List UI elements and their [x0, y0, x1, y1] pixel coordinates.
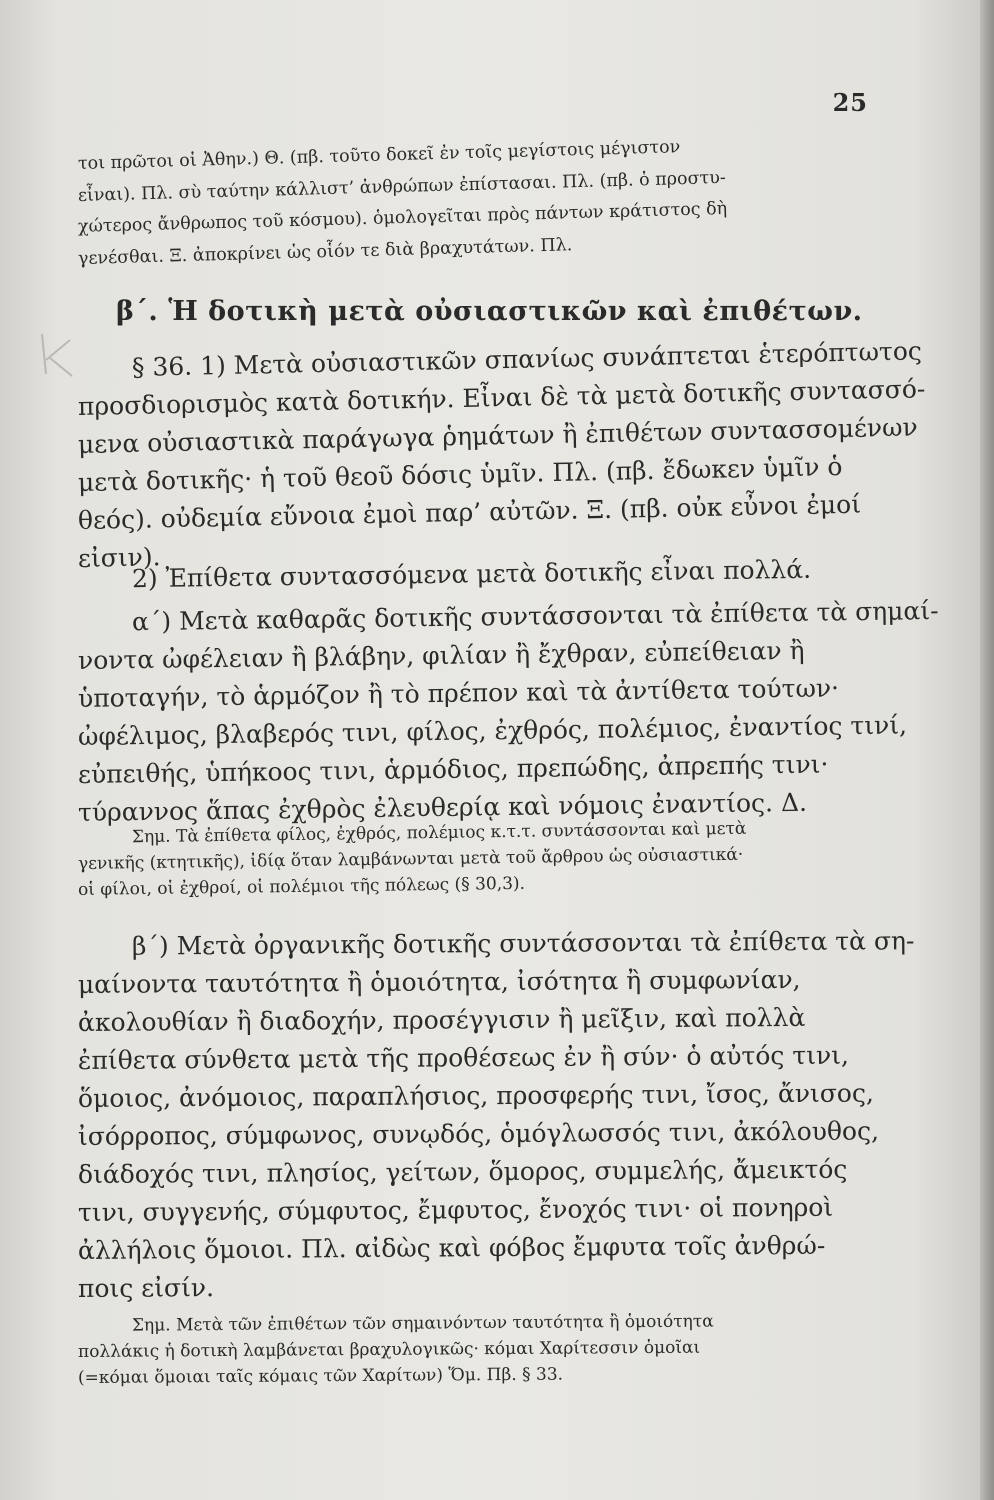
text-line: (=κόμαι ὅμοιαι ταῖς κόμαις τῶν Χαρίτων) Ὅμ. Πβ. § 33.	[77, 1364, 564, 1388]
text-line: τύραννος ἅπας ἐχθρὸς ἐλευθερίᾳ καὶ νόμοις ἐναντίος. Δ.	[77, 787, 808, 827]
text-line: ποις εἰσίν.	[77, 1273, 215, 1303]
text-line: οἱ φίλοι, οἱ ἐχθροί, οἱ πολέμιοι τῆς πόλεως (§ 30,3).	[77, 873, 526, 900]
text-line: μετὰ δοτικῆς· ἡ τοῦ θεοῦ δόσις ὑμῖν. Πλ. (πβ. ἔδωκεν ὑμῖν ὁ	[77, 451, 843, 497]
note-2	[77, 1311, 890, 1396]
pencil-mark-icon	[36, 330, 76, 380]
text-line: εἶναι). Πλ. σὺ ταύτην κάλλιστ’ ἀνθρώπων ἐπίστασαι. Πλ. (πβ. ὁ προστυ-	[77, 167, 727, 206]
text-line: ἀλλήλοις ὅμοιοι. Πλ. αἰδὼς καὶ φόβος ἔμφυτα τοῖς ἀνθρώ-	[77, 1230, 826, 1265]
note-1	[77, 818, 890, 908]
text-line: μενα οὐσιαστικὰ παράγωγα ῥημάτων ἢ ἐπιθέτων συντασσομένων	[77, 412, 918, 459]
text-line: μαίνοντα ταυτότητα ἢ ὁμοιότητα, ἰσότητα ἢ συμφωνίαν,	[77, 964, 801, 999]
text-line: τοι πρῶτοι οἱ Ἀθην.) Θ. (πβ. τοῦτο δοκεῖ ἐν τοῖς μεγίστοις μέγιστον	[77, 137, 681, 174]
text-line: πολλάκις ἡ δοτικὴ λαμβάνεται βραχυλογικῶς· κόμαι Χαρίτεσσιν ὁμοῖαι	[77, 1337, 701, 1362]
text-line: θεός). οὐδεμία εὔνοια ἐμοὶ παρ’ αὐτῶν. Ξ. (πβ. οὐκ εὖνοι ἐμοί	[77, 489, 862, 535]
page-number: 25	[832, 88, 868, 117]
paragraph-beta	[77, 926, 915, 1314]
text-line: γενικῆς (κτητικῆς), ἰδίᾳ ὅταν λαμβάνωνται μετὰ τοῦ ἄρθρου ὡς οὐσιαστικά·	[77, 844, 744, 874]
text-line: Σημ. Τὰ ἐπίθετα φίλος, ἐχθρός, πολέμιος κ.τ.τ. συντάσσονται καὶ μετὰ	[131, 818, 747, 848]
text-line: ὅμοιος, ἀνόμοιος, παραπλήσιος, προσφερής τινι, ἴσος, ἄνισος,	[77, 1078, 874, 1113]
text-line: ὑποταγήν, τὸ ἁρμόζον ἢ τὸ πρέπον καὶ τὰ ἀντίθετα τούτων·	[77, 673, 840, 713]
text-line: προσδιορισμὸς κατὰ δοτικήν. Εἶναι δὲ τὰ μετὰ δοτικῆς συντασσό-	[77, 374, 926, 421]
text-line: γενέσθαι. Ξ. ἀποκρίνει ὡς οἷόν τε διὰ βραχυτάτων. Πλ.	[77, 234, 573, 269]
text-line: ἐπίθετα σύνθετα μετὰ τῆς προθέσεως ἐν ἢ σύν· ὁ αὐτός τινι,	[77, 1040, 850, 1075]
text-line: ὠφέλιμος, βλαβερός τινι, φίλος, ἐχθρός, πολέμιος, ἐναντίος τινί,	[77, 710, 908, 751]
text-line: εὐπειθής, ὑπήκοος τινι, ἁρμόδιος, πρεπώδης, ἀπρεπής τινι·	[77, 749, 829, 789]
text-line: νοντα ὠφέλειαν ἢ βλάβην, φιλίαν ἢ ἔχθραν, εὐπείθειαν ἢ	[77, 635, 805, 675]
text-line: β΄) Μετὰ ὀργανικῆς δοτικῆς συντάσσονται τὰ ἐπίθετα τὰ ση-	[131, 926, 915, 961]
text-line: διάδοχός τινι, πλησίος, γείτων, ὅμορος, συμμελής, ἄμεικτός	[77, 1154, 848, 1189]
text-line: ἀκολουθίαν ἢ διαδοχήν, προσέγγισιν ἢ μεῖξιν, καὶ πολλὰ	[77, 1002, 806, 1037]
text-line: χώτερος ἄνθρωπος τοῦ κόσμου). ὁμολογεῖται πρὸς πάντων κράτιστος δὴ	[77, 198, 728, 237]
paragraph-alpha	[77, 595, 939, 838]
text-line: εἰσιν).	[77, 542, 161, 573]
top-continuation-text	[77, 137, 890, 282]
text-line: § 36. 1) Μετὰ οὐσιαστικῶν σπανίως συνάπτεται ἑτερόπτωτος	[131, 336, 923, 382]
paragraph-36	[77, 336, 926, 584]
section-heading: β΄. Ἡ δοτικὴ μετὰ οὐσιαστικῶν καὶ ἐπιθέτων.	[116, 296, 863, 327]
text-line: α΄) Μετὰ καθαρᾶς δοτικῆς συντάσσονται τὰ ἐπίθετα τὰ σημαί-	[131, 595, 939, 637]
text-line: 2) Ἐπίθετα συντασσόμενα μετὰ δοτικῆς εἶναι πολλά.	[131, 554, 812, 594]
text-line: Σημ. Μετὰ τῶν ἐπιθέτων τῶν σημαινόντων ταυτότητα ἢ ὁμοιότητα	[131, 1311, 714, 1336]
text-line: ἰσόρροπος, σύμφωνος, συνῳδός, ὁμόγλωσσός τινι, ἀκόλουθος,	[77, 1116, 880, 1151]
page-edge-shadow	[980, 0, 994, 1500]
text-line: τινι, συγγενής, σύμφυτος, ἔμφυτος, ἔνοχός τινι· οἱ πονηροὶ	[77, 1192, 834, 1227]
